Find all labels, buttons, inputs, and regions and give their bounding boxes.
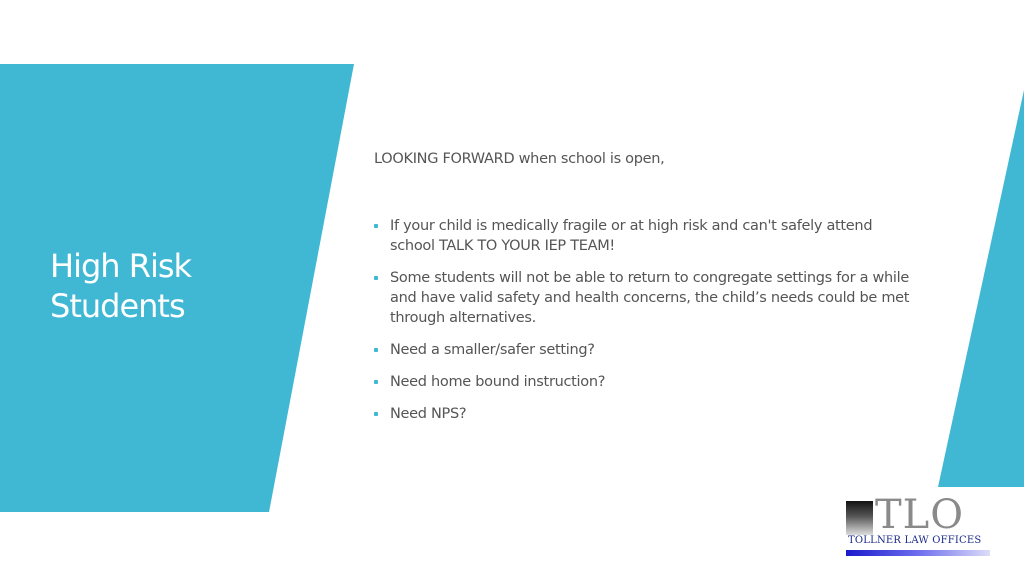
slide-title: [50, 246, 270, 326]
bullet-icon: [374, 224, 378, 228]
logo-gradient-mark: [846, 501, 873, 535]
bullet-text: If your child is medically fragile or at high risk and can't safely attend school TALK TO YOUR IEP TEAM!: [390, 218, 873, 254]
bullet-icon: [374, 412, 378, 416]
logo-company-name: TOLLNER LAW OFFICES: [848, 535, 982, 546]
bullet-text: Need a smaller/safer setting?: [390, 342, 595, 358]
bullet-icon: [374, 348, 378, 352]
slide-title-line-1: High Risk: [50, 247, 192, 285]
list-item: [374, 268, 914, 328]
list-item: [374, 216, 914, 256]
tlo-logo: [843, 492, 993, 560]
logo-letters: TLO: [875, 492, 965, 538]
right-accent-stripe: [938, 90, 1024, 487]
list-item: [374, 404, 914, 424]
bullet-text: Need NPS?: [390, 406, 467, 422]
list-item: [374, 340, 914, 360]
list-item: [374, 372, 914, 392]
intro-text: LOOKING FORWARD when school is open,: [374, 151, 665, 167]
bullet-list: [374, 216, 914, 436]
bullet-icon: [374, 380, 378, 384]
logo-underline-bar: [846, 550, 990, 556]
bullet-text: Some students will not be able to return to congregate settings for a while and have valid safety and health concerns, the child’s needs could be met through alternatives.: [390, 270, 910, 326]
slide-title-line-2: Students: [50, 287, 185, 325]
bullet-text: Need home bound instruction?: [390, 374, 606, 390]
bullet-icon: [374, 276, 378, 280]
